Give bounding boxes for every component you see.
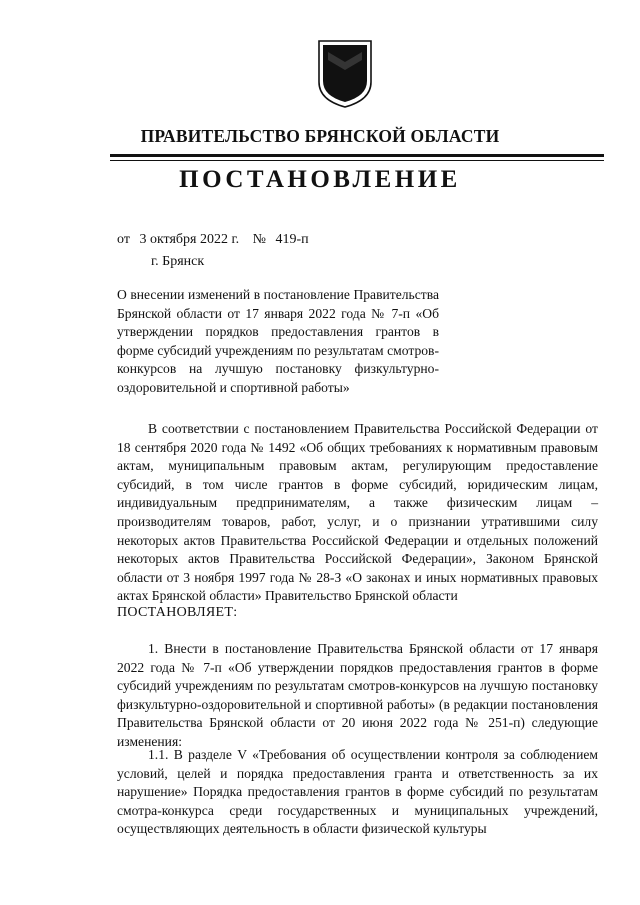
preamble-block	[117, 420, 598, 606]
document-city: г. Брянск	[151, 254, 205, 269]
coat-of-arms-shield-icon	[318, 40, 372, 108]
document-number: 419-п	[275, 232, 309, 247]
document-date: 3 октября 2022 г.	[139, 232, 240, 247]
date-number-line	[117, 232, 309, 248]
item-paragraph: 1.1. В разделе V «Требования об осуществлении контроля за соблюдением условий, целей и порядка предоставления гранта и ответственность за их нарушение» Порядка предоставления грантов в форме субсидий по результатам смотра-конкурса среди государственных и муниципальных учреждений, осуществляющих деятельность в области физической культуры	[117, 747, 598, 837]
document-subject: О внесении изменений в постановление Правительства Брянской области от 17 января 2022 года № 7-п «Об утверждении порядков предоставления грантов в форме субсидий учреждениям по результатам смотров-конкурсов на лучшую постановку физкультурно-оздоровительной и спортивной работы»	[117, 287, 439, 395]
header-rule-thick	[110, 154, 604, 157]
number-sign: №	[252, 232, 267, 247]
organization-name: ПРАВИТЕЛЬСТВО БРЯНСКОЙ ОБЛАСТИ	[140, 126, 500, 146]
document-type-title: ПОСТАНОВЛЕНИЕ	[179, 166, 461, 193]
preamble-paragraph: В соответствии с постановлением Правительства Российской Федерации от 18 сентября 2020 года № 1492 «Об общих требованиях к нормативным правовым актам, муниципальным правовым актам, регулирующим предоставление субсидий, в том числе грантов в форме субсидий, юридическим лицам, индивидуальным предпринимателям, а также физическим лицам – производителям товаров, работ, услуг, и о признании утратившими силу некоторых актов Правительства Российской Федерации и отдельных положений некоторых актов Правительства Российской Федерации», Законом Брянской области от 3 ноября 1997 года № 28-З «О законах и иных нормативных правовых актах Брянской области» Правительство Брянской области	[117, 421, 598, 604]
item-paragraph: 1. Внести в постановление Правительства Брянской области от 17 января 2022 года № 7-п «Об утверждении порядков предоставления грантов в форме субсидий учреждениям по результатам смотров-конкурсов на лучшую постановку физкультурно-оздоровительной и спортивной работы» (в редакции постановления Правительства Брянской области от 20 июня 2022 года № 251-п) следующие изменения:	[117, 641, 598, 749]
header-rule-thin	[110, 160, 604, 161]
item-1-1-block	[117, 746, 598, 839]
item-1-block	[117, 640, 598, 752]
decree-word: ПОСТАНОВЛЯЕТ:	[117, 605, 238, 620]
date-prefix: от	[117, 232, 130, 247]
